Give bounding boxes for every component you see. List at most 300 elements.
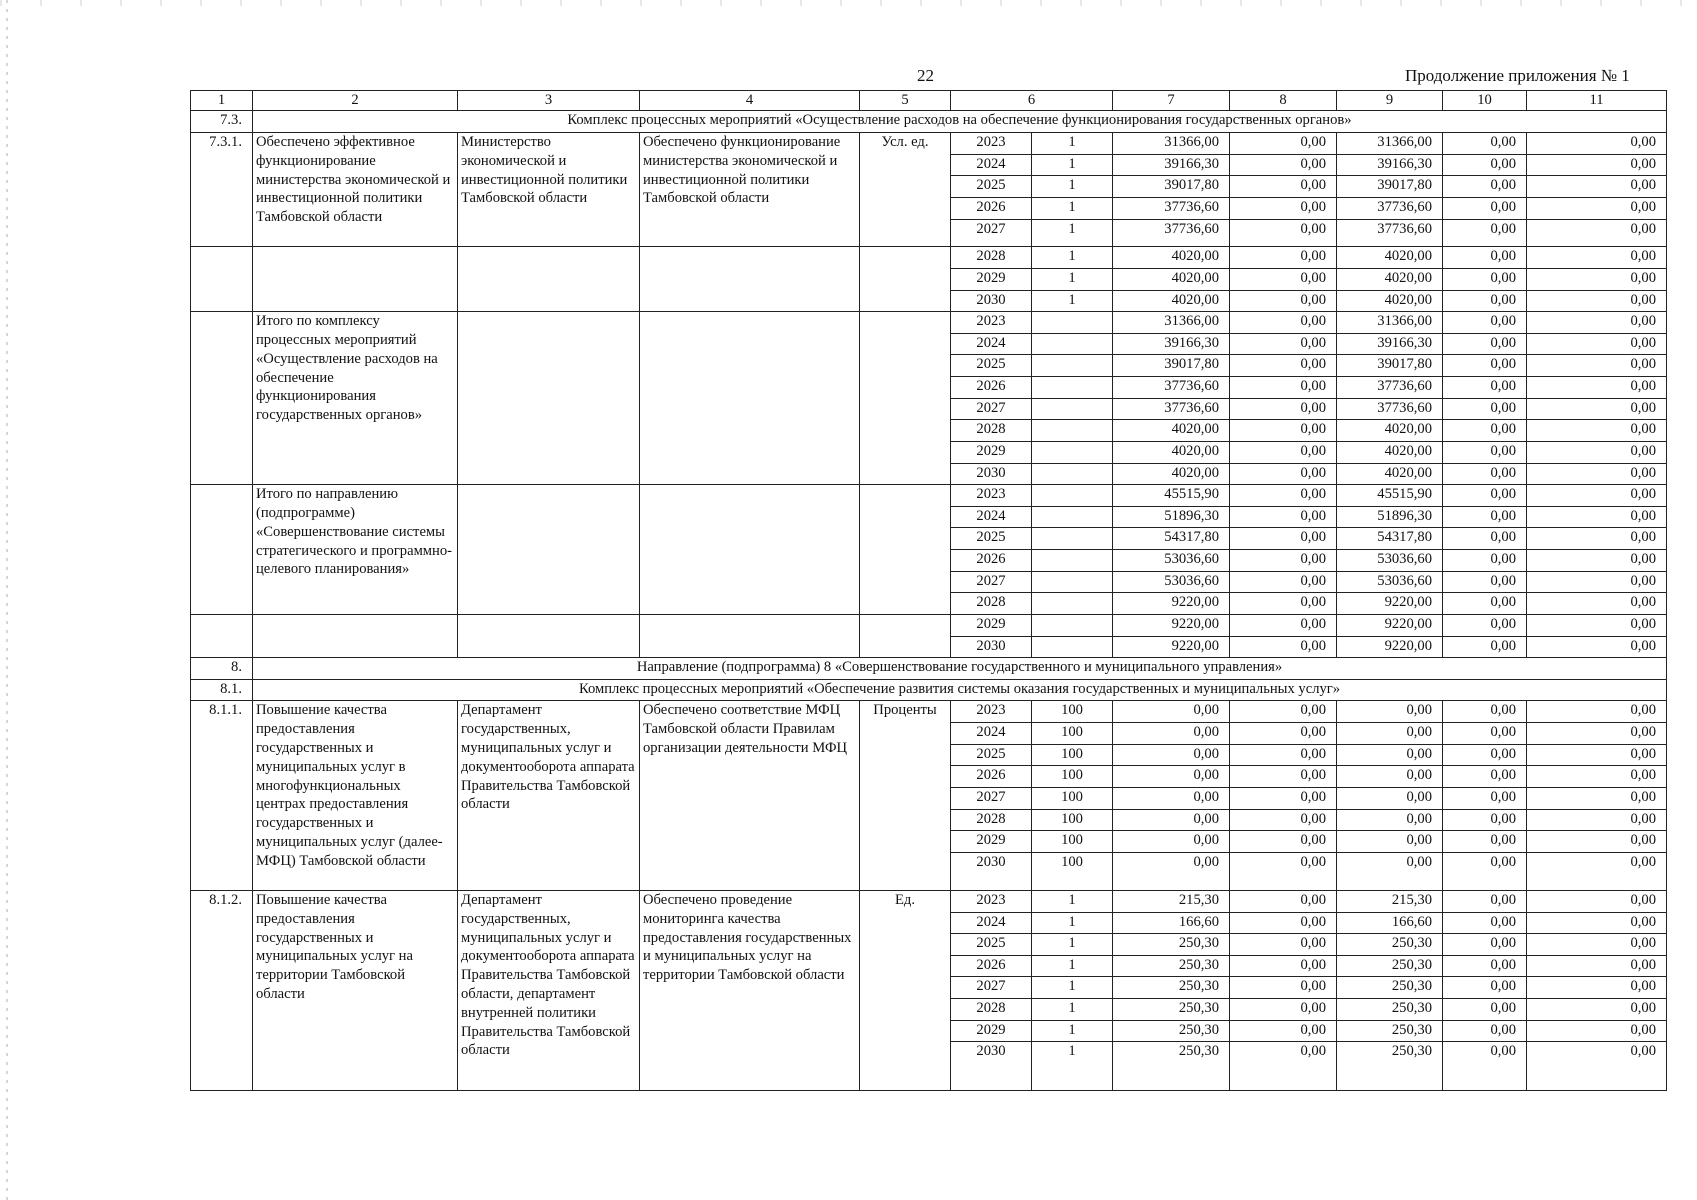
indicator-value-cell: 1	[1032, 934, 1113, 956]
col-number-3: 3	[458, 91, 640, 111]
other-amount-cell: 0,00	[1527, 766, 1667, 788]
other-amount-cell: 0,00	[1527, 463, 1667, 485]
local-amount-cell: 0,00	[1443, 593, 1527, 615]
other-amount-cell: 0,00	[1527, 999, 1667, 1021]
local-amount-cell: 0,00	[1443, 701, 1527, 723]
local-amount-cell: 0,00	[1443, 571, 1527, 593]
expected-result: Обеспечено проведение мониторинга качества предоставления государственных и муниципальных услуг на территории Тамбовской области	[640, 890, 860, 1090]
year-cell: 2028	[951, 809, 1032, 831]
federal-amount-cell: 0,00	[1230, 809, 1337, 831]
year-cell: 2028	[951, 247, 1032, 269]
total-amount-cell: 31366,00	[1113, 133, 1230, 155]
total-amount-cell: 9220,00	[1113, 593, 1230, 615]
year-cell: 2026	[951, 377, 1032, 399]
other-amount-cell: 0,00	[1527, 955, 1667, 977]
table-row	[191, 247, 1667, 269]
total-amount-cell: 37736,60	[1113, 219, 1230, 247]
indicator-value-cell	[1032, 614, 1113, 636]
other-amount-cell: 0,00	[1527, 312, 1667, 334]
regional-amount-cell: 39166,30	[1337, 154, 1443, 176]
year-cell: 2025	[951, 528, 1032, 550]
total-amount-cell: 4020,00	[1113, 441, 1230, 463]
other-amount-cell: 0,00	[1527, 1020, 1667, 1042]
other-amount-cell: 0,00	[1527, 441, 1667, 463]
year-cell: 2026	[951, 197, 1032, 219]
indicator-value-cell: 1	[1032, 890, 1113, 912]
indicator-value-cell: 100	[1032, 723, 1113, 745]
year-cell: 2025	[951, 744, 1032, 766]
total-amount-cell: 4020,00	[1113, 463, 1230, 485]
regional-amount-cell: 53036,60	[1337, 571, 1443, 593]
local-amount-cell: 0,00	[1443, 550, 1527, 572]
local-amount-cell: 0,00	[1443, 398, 1527, 420]
local-amount-cell: 0,00	[1443, 636, 1527, 658]
total-amount-cell: 39017,80	[1113, 176, 1230, 198]
federal-amount-cell: 0,00	[1230, 528, 1337, 550]
item-number: 8.1.1.	[191, 701, 253, 890]
federal-amount-cell: 0,00	[1230, 744, 1337, 766]
regional-amount-cell: 37736,60	[1337, 377, 1443, 399]
local-amount-cell: 0,00	[1443, 787, 1527, 809]
other-amount-cell: 0,00	[1527, 852, 1667, 890]
federal-amount-cell: 0,00	[1230, 766, 1337, 788]
local-amount-cell: 0,00	[1443, 766, 1527, 788]
local-amount-cell: 0,00	[1443, 219, 1527, 247]
total-amount-cell: 4020,00	[1113, 290, 1230, 312]
regional-amount-cell: 4020,00	[1337, 290, 1443, 312]
indicator-value-cell	[1032, 420, 1113, 442]
federal-amount-cell: 0,00	[1230, 176, 1337, 198]
federal-amount-cell: 0,00	[1230, 133, 1337, 155]
total-amount-cell: 0,00	[1113, 852, 1230, 890]
federal-amount-cell: 0,00	[1230, 831, 1337, 853]
responsible-cell-empty	[458, 485, 640, 615]
total-amount-cell: 37736,60	[1113, 398, 1230, 420]
year-cell: 2024	[951, 912, 1032, 934]
appendix-table	[190, 90, 1667, 1091]
local-amount-cell: 0,00	[1443, 312, 1527, 334]
responsible-executor: Министерство экономической и инвестиционной политики Тамбовской области	[458, 133, 640, 247]
empty-cell	[253, 614, 458, 657]
other-amount-cell: 0,00	[1527, 1042, 1667, 1091]
total-amount-cell: 250,30	[1113, 977, 1230, 999]
total-amount-cell: 0,00	[1113, 701, 1230, 723]
unit-of-measure: Усл. ед.	[860, 133, 951, 247]
year-cell: 2030	[951, 290, 1032, 312]
year-cell: 2024	[951, 154, 1032, 176]
unit-of-measure: Ед.	[860, 890, 951, 1090]
local-amount-cell: 0,00	[1443, 485, 1527, 507]
year-cell: 2029	[951, 1020, 1032, 1042]
responsible-cell-empty	[458, 312, 640, 485]
total-amount-cell: 4020,00	[1113, 420, 1230, 442]
regional-amount-cell: 39017,80	[1337, 355, 1443, 377]
indicator-value-cell	[1032, 398, 1113, 420]
total-amount-cell: 0,00	[1113, 831, 1230, 853]
federal-amount-cell: 0,00	[1230, 441, 1337, 463]
year-cell: 2029	[951, 614, 1032, 636]
regional-amount-cell: 250,30	[1337, 934, 1443, 956]
other-amount-cell: 0,00	[1527, 550, 1667, 572]
result-cell-empty	[640, 312, 860, 485]
year-cell: 2025	[951, 176, 1032, 198]
federal-amount-cell: 0,00	[1230, 934, 1337, 956]
total-amount-cell: 215,30	[1113, 890, 1230, 912]
indicator-value-cell	[1032, 506, 1113, 528]
indicator-value-cell	[1032, 463, 1113, 485]
regional-amount-cell: 0,00	[1337, 744, 1443, 766]
total-label: Итого по комплексу процессных мероприятий «Осуществление расходов на обеспечение функционирования государственных органов»	[253, 312, 458, 485]
other-amount-cell: 0,00	[1527, 420, 1667, 442]
total-amount-cell: 51896,30	[1113, 506, 1230, 528]
local-amount-cell: 0,00	[1443, 1042, 1527, 1091]
federal-amount-cell: 0,00	[1230, 593, 1337, 615]
regional-amount-cell: 0,00	[1337, 701, 1443, 723]
section-number: 7.3.	[191, 111, 253, 133]
local-amount-cell: 0,00	[1443, 744, 1527, 766]
appendix-continuation-label: Продолжение приложения № 1	[1405, 66, 1630, 85]
federal-amount-cell: 0,00	[1230, 614, 1337, 636]
local-amount-cell: 0,00	[1443, 290, 1527, 312]
regional-amount-cell: 39017,80	[1337, 176, 1443, 198]
local-amount-cell: 0,00	[1443, 377, 1527, 399]
indicator-value-cell	[1032, 550, 1113, 572]
year-cell: 2023	[951, 701, 1032, 723]
total-amount-cell: 9220,00	[1113, 636, 1230, 658]
item-number: 8.1.2.	[191, 890, 253, 1090]
regional-amount-cell: 250,30	[1337, 999, 1443, 1021]
item-number: 7.3.1.	[191, 133, 253, 247]
col-number-6: 6	[951, 91, 1113, 111]
federal-amount-cell: 0,00	[1230, 268, 1337, 290]
scan-artifact-top	[0, 0, 1697, 6]
year-cell: 2027	[951, 977, 1032, 999]
regional-amount-cell: 37736,60	[1337, 197, 1443, 219]
unit-cell-empty	[860, 312, 951, 485]
year-cell: 2024	[951, 723, 1032, 745]
total-amount-cell: 53036,60	[1113, 550, 1230, 572]
table-row	[191, 485, 1667, 507]
indicator-value-cell: 1	[1032, 290, 1113, 312]
other-amount-cell: 0,00	[1527, 787, 1667, 809]
federal-amount-cell: 0,00	[1230, 999, 1337, 1021]
indicator-value-cell: 1	[1032, 133, 1113, 155]
year-cell: 2026	[951, 550, 1032, 572]
year-cell: 2024	[951, 333, 1032, 355]
federal-amount-cell: 0,00	[1230, 636, 1337, 658]
total-amount-cell: 37736,60	[1113, 197, 1230, 219]
total-amount-cell: 39017,80	[1113, 355, 1230, 377]
federal-amount-cell: 0,00	[1230, 219, 1337, 247]
table-row	[191, 614, 1667, 636]
indicator-value-cell	[1032, 441, 1113, 463]
other-amount-cell: 0,00	[1527, 333, 1667, 355]
regional-amount-cell: 250,30	[1337, 977, 1443, 999]
empty-cell	[640, 247, 860, 312]
responsible-executor: Департамент государственных, муниципальных услуг и документооборота аппарата Правительства Тамбовской области	[458, 701, 640, 890]
year-cell: 2029	[951, 441, 1032, 463]
other-amount-cell: 0,00	[1527, 528, 1667, 550]
other-amount-cell: 0,00	[1527, 636, 1667, 658]
total-amount-cell: 250,30	[1113, 1042, 1230, 1091]
total-amount-cell: 166,60	[1113, 912, 1230, 934]
federal-amount-cell: 0,00	[1230, 333, 1337, 355]
local-amount-cell: 0,00	[1443, 441, 1527, 463]
local-amount-cell: 0,00	[1443, 197, 1527, 219]
task-description: Обеспечено эффективное функционирование министерства экономической и инвестиционной политики Тамбовской области	[253, 133, 458, 247]
regional-amount-cell: 53036,60	[1337, 550, 1443, 572]
local-amount-cell: 0,00	[1443, 852, 1527, 890]
other-amount-cell: 0,00	[1527, 912, 1667, 934]
indicator-value-cell: 100	[1032, 787, 1113, 809]
col-number-7: 7	[1113, 91, 1230, 111]
other-amount-cell: 0,00	[1527, 890, 1667, 912]
item-number	[191, 312, 253, 485]
year-cell: 2028	[951, 593, 1032, 615]
other-amount-cell: 0,00	[1527, 290, 1667, 312]
local-amount-cell: 0,00	[1443, 934, 1527, 956]
federal-amount-cell: 0,00	[1230, 912, 1337, 934]
indicator-value-cell: 100	[1032, 744, 1113, 766]
year-cell: 2029	[951, 268, 1032, 290]
regional-amount-cell: 31366,00	[1337, 312, 1443, 334]
year-cell: 2028	[951, 999, 1032, 1021]
regional-amount-cell: 250,30	[1337, 1020, 1443, 1042]
total-amount-cell: 4020,00	[1113, 268, 1230, 290]
total-amount-cell: 250,30	[1113, 955, 1230, 977]
empty-cell	[860, 614, 951, 657]
responsible-executor: Департамент государственных, муниципальных услуг и документооборота аппарата Правительства Тамбовской области, департамент внутренней политики Правительства Тамбовской области	[458, 890, 640, 1090]
federal-amount-cell: 0,00	[1230, 247, 1337, 269]
local-amount-cell: 0,00	[1443, 977, 1527, 999]
local-amount-cell: 0,00	[1443, 723, 1527, 745]
regional-amount-cell: 9220,00	[1337, 614, 1443, 636]
table-body	[191, 91, 1667, 1091]
empty-cell	[860, 247, 951, 312]
federal-amount-cell: 0,00	[1230, 955, 1337, 977]
year-cell: 2023	[951, 133, 1032, 155]
federal-amount-cell: 0,00	[1230, 852, 1337, 890]
other-amount-cell: 0,00	[1527, 176, 1667, 198]
year-cell: 2027	[951, 219, 1032, 247]
indicator-value-cell: 100	[1032, 766, 1113, 788]
indicator-value-cell: 1	[1032, 1020, 1113, 1042]
other-amount-cell: 0,00	[1527, 154, 1667, 176]
section-title: Направление (подпрограмма) 8 «Совершенствование государственного и муниципального управления»	[253, 658, 1667, 680]
other-amount-cell: 0,00	[1527, 593, 1667, 615]
federal-amount-cell: 0,00	[1230, 1020, 1337, 1042]
item-number	[191, 614, 253, 657]
local-amount-cell: 0,00	[1443, 133, 1527, 155]
year-cell: 2027	[951, 398, 1032, 420]
indicator-value-cell	[1032, 377, 1113, 399]
other-amount-cell: 0,00	[1527, 701, 1667, 723]
year-cell: 2023	[951, 312, 1032, 334]
indicator-value-cell	[1032, 333, 1113, 355]
empty-cell	[458, 614, 640, 657]
regional-amount-cell: 9220,00	[1337, 636, 1443, 658]
indicator-value-cell: 1	[1032, 1042, 1113, 1091]
other-amount-cell: 0,00	[1527, 485, 1667, 507]
local-amount-cell: 0,00	[1443, 614, 1527, 636]
federal-amount-cell: 0,00	[1230, 571, 1337, 593]
year-cell: 2027	[951, 571, 1032, 593]
col-number-5: 5	[860, 91, 951, 111]
other-amount-cell: 0,00	[1527, 247, 1667, 269]
local-amount-cell: 0,00	[1443, 463, 1527, 485]
other-amount-cell: 0,00	[1527, 197, 1667, 219]
other-amount-cell: 0,00	[1527, 398, 1667, 420]
total-amount-cell: 0,00	[1113, 723, 1230, 745]
indicator-value-cell: 1	[1032, 268, 1113, 290]
other-amount-cell: 0,00	[1527, 614, 1667, 636]
regional-amount-cell: 0,00	[1337, 852, 1443, 890]
indicator-value-cell	[1032, 485, 1113, 507]
federal-amount-cell: 0,00	[1230, 723, 1337, 745]
local-amount-cell: 0,00	[1443, 154, 1527, 176]
unit-cell-empty	[860, 485, 951, 615]
other-amount-cell: 0,00	[1527, 571, 1667, 593]
regional-amount-cell: 0,00	[1337, 787, 1443, 809]
other-amount-cell: 0,00	[1527, 723, 1667, 745]
expected-result: Обеспечено соответствие МФЦ Тамбовской области Правилам организации деятельности МФЦ	[640, 701, 860, 890]
indicator-value-cell: 1	[1032, 219, 1113, 247]
regional-amount-cell: 166,60	[1337, 912, 1443, 934]
other-amount-cell: 0,00	[1527, 977, 1667, 999]
total-amount-cell: 54317,80	[1113, 528, 1230, 550]
total-amount-cell: 9220,00	[1113, 614, 1230, 636]
federal-amount-cell: 0,00	[1230, 420, 1337, 442]
indicator-value-cell	[1032, 355, 1113, 377]
indicator-value-cell: 1	[1032, 176, 1113, 198]
local-amount-cell: 0,00	[1443, 176, 1527, 198]
indicator-value-cell: 100	[1032, 852, 1113, 890]
federal-amount-cell: 0,00	[1230, 550, 1337, 572]
local-amount-cell: 0,00	[1443, 355, 1527, 377]
year-cell: 2030	[951, 636, 1032, 658]
section-title: Комплекс процессных мероприятий «Обеспечение развития системы оказания государственных и муниципальных услуг»	[253, 679, 1667, 701]
other-amount-cell: 0,00	[1527, 809, 1667, 831]
year-cell: 2027	[951, 787, 1032, 809]
result-cell-empty	[640, 485, 860, 615]
regional-amount-cell: 45515,90	[1337, 485, 1443, 507]
regional-amount-cell: 0,00	[1337, 809, 1443, 831]
regional-amount-cell: 31366,00	[1337, 133, 1443, 155]
indicator-value-cell	[1032, 528, 1113, 550]
local-amount-cell: 0,00	[1443, 506, 1527, 528]
item-number	[191, 485, 253, 615]
regional-amount-cell: 250,30	[1337, 955, 1443, 977]
federal-amount-cell: 0,00	[1230, 154, 1337, 176]
table-row	[191, 890, 1667, 912]
year-cell: 2026	[951, 955, 1032, 977]
regional-amount-cell: 4020,00	[1337, 247, 1443, 269]
total-label: Итого по направлению (подпрограмме) «Совершенствование системы стратегического и программно-целевого планирования»	[253, 485, 458, 615]
year-cell: 2030	[951, 852, 1032, 890]
year-cell: 2026	[951, 766, 1032, 788]
indicator-value-cell: 100	[1032, 701, 1113, 723]
year-cell: 2030	[951, 1042, 1032, 1091]
local-amount-cell: 0,00	[1443, 268, 1527, 290]
empty-cell	[640, 614, 860, 657]
regional-amount-cell: 37736,60	[1337, 219, 1443, 247]
unit-of-measure: Проценты	[860, 701, 951, 890]
other-amount-cell: 0,00	[1527, 268, 1667, 290]
section-title: Комплекс процессных мероприятий «Осуществление расходов на обеспечение функционирования государственных органов»	[253, 111, 1667, 133]
year-cell: 2024	[951, 506, 1032, 528]
federal-amount-cell: 0,00	[1230, 485, 1337, 507]
other-amount-cell: 0,00	[1527, 744, 1667, 766]
empty-cell	[253, 247, 458, 312]
section-number: 8.1.	[191, 679, 253, 701]
indicator-value-cell	[1032, 571, 1113, 593]
regional-amount-cell: 9220,00	[1337, 593, 1443, 615]
indicator-value-cell: 1	[1032, 912, 1113, 934]
indicator-value-cell: 100	[1032, 831, 1113, 853]
total-amount-cell: 31366,00	[1113, 312, 1230, 334]
year-cell: 2025	[951, 355, 1032, 377]
col-number-9: 9	[1337, 91, 1443, 111]
col-number-2: 2	[253, 91, 458, 111]
other-amount-cell: 0,00	[1527, 934, 1667, 956]
table-row	[191, 701, 1667, 723]
local-amount-cell: 0,00	[1443, 528, 1527, 550]
indicator-value-cell: 1	[1032, 955, 1113, 977]
local-amount-cell: 0,00	[1443, 955, 1527, 977]
total-amount-cell: 0,00	[1113, 744, 1230, 766]
total-amount-cell: 0,00	[1113, 787, 1230, 809]
col-number-8: 8	[1230, 91, 1337, 111]
federal-amount-cell: 0,00	[1230, 463, 1337, 485]
other-amount-cell: 0,00	[1527, 377, 1667, 399]
regional-amount-cell: 4020,00	[1337, 268, 1443, 290]
table-row	[191, 312, 1667, 334]
col-number-1: 1	[191, 91, 253, 111]
task-description: Повышение качества предоставления государственных и муниципальных услуг в многофункциональных центрах предоставления государственных и муниципальных услуг (далее- МФЦ) Тамбовской области	[253, 701, 458, 890]
regional-amount-cell: 4020,00	[1337, 463, 1443, 485]
year-cell: 2023	[951, 485, 1032, 507]
federal-amount-cell: 0,00	[1230, 1042, 1337, 1091]
federal-amount-cell: 0,00	[1230, 787, 1337, 809]
total-amount-cell: 0,00	[1113, 809, 1230, 831]
local-amount-cell: 0,00	[1443, 333, 1527, 355]
section-row	[191, 111, 1667, 133]
col-number-10: 10	[1443, 91, 1527, 111]
total-amount-cell: 45515,90	[1113, 485, 1230, 507]
other-amount-cell: 0,00	[1527, 219, 1667, 247]
indicator-value-cell	[1032, 636, 1113, 658]
regional-amount-cell: 0,00	[1337, 766, 1443, 788]
table-row	[191, 133, 1667, 155]
federal-amount-cell: 0,00	[1230, 701, 1337, 723]
year-cell: 2029	[951, 831, 1032, 853]
total-amount-cell: 53036,60	[1113, 571, 1230, 593]
federal-amount-cell: 0,00	[1230, 977, 1337, 999]
indicator-value-cell: 100	[1032, 809, 1113, 831]
total-amount-cell: 0,00	[1113, 766, 1230, 788]
indicator-value-cell: 1	[1032, 154, 1113, 176]
regional-amount-cell: 51896,30	[1337, 506, 1443, 528]
scan-artifact-edge	[6, 0, 8, 1200]
total-amount-cell: 37736,60	[1113, 377, 1230, 399]
regional-amount-cell: 37736,60	[1337, 398, 1443, 420]
federal-amount-cell: 0,00	[1230, 355, 1337, 377]
federal-amount-cell: 0,00	[1230, 890, 1337, 912]
regional-amount-cell: 39166,30	[1337, 333, 1443, 355]
total-amount-cell: 250,30	[1113, 999, 1230, 1021]
indicator-value-cell	[1032, 593, 1113, 615]
col-number-11: 11	[1527, 91, 1667, 111]
